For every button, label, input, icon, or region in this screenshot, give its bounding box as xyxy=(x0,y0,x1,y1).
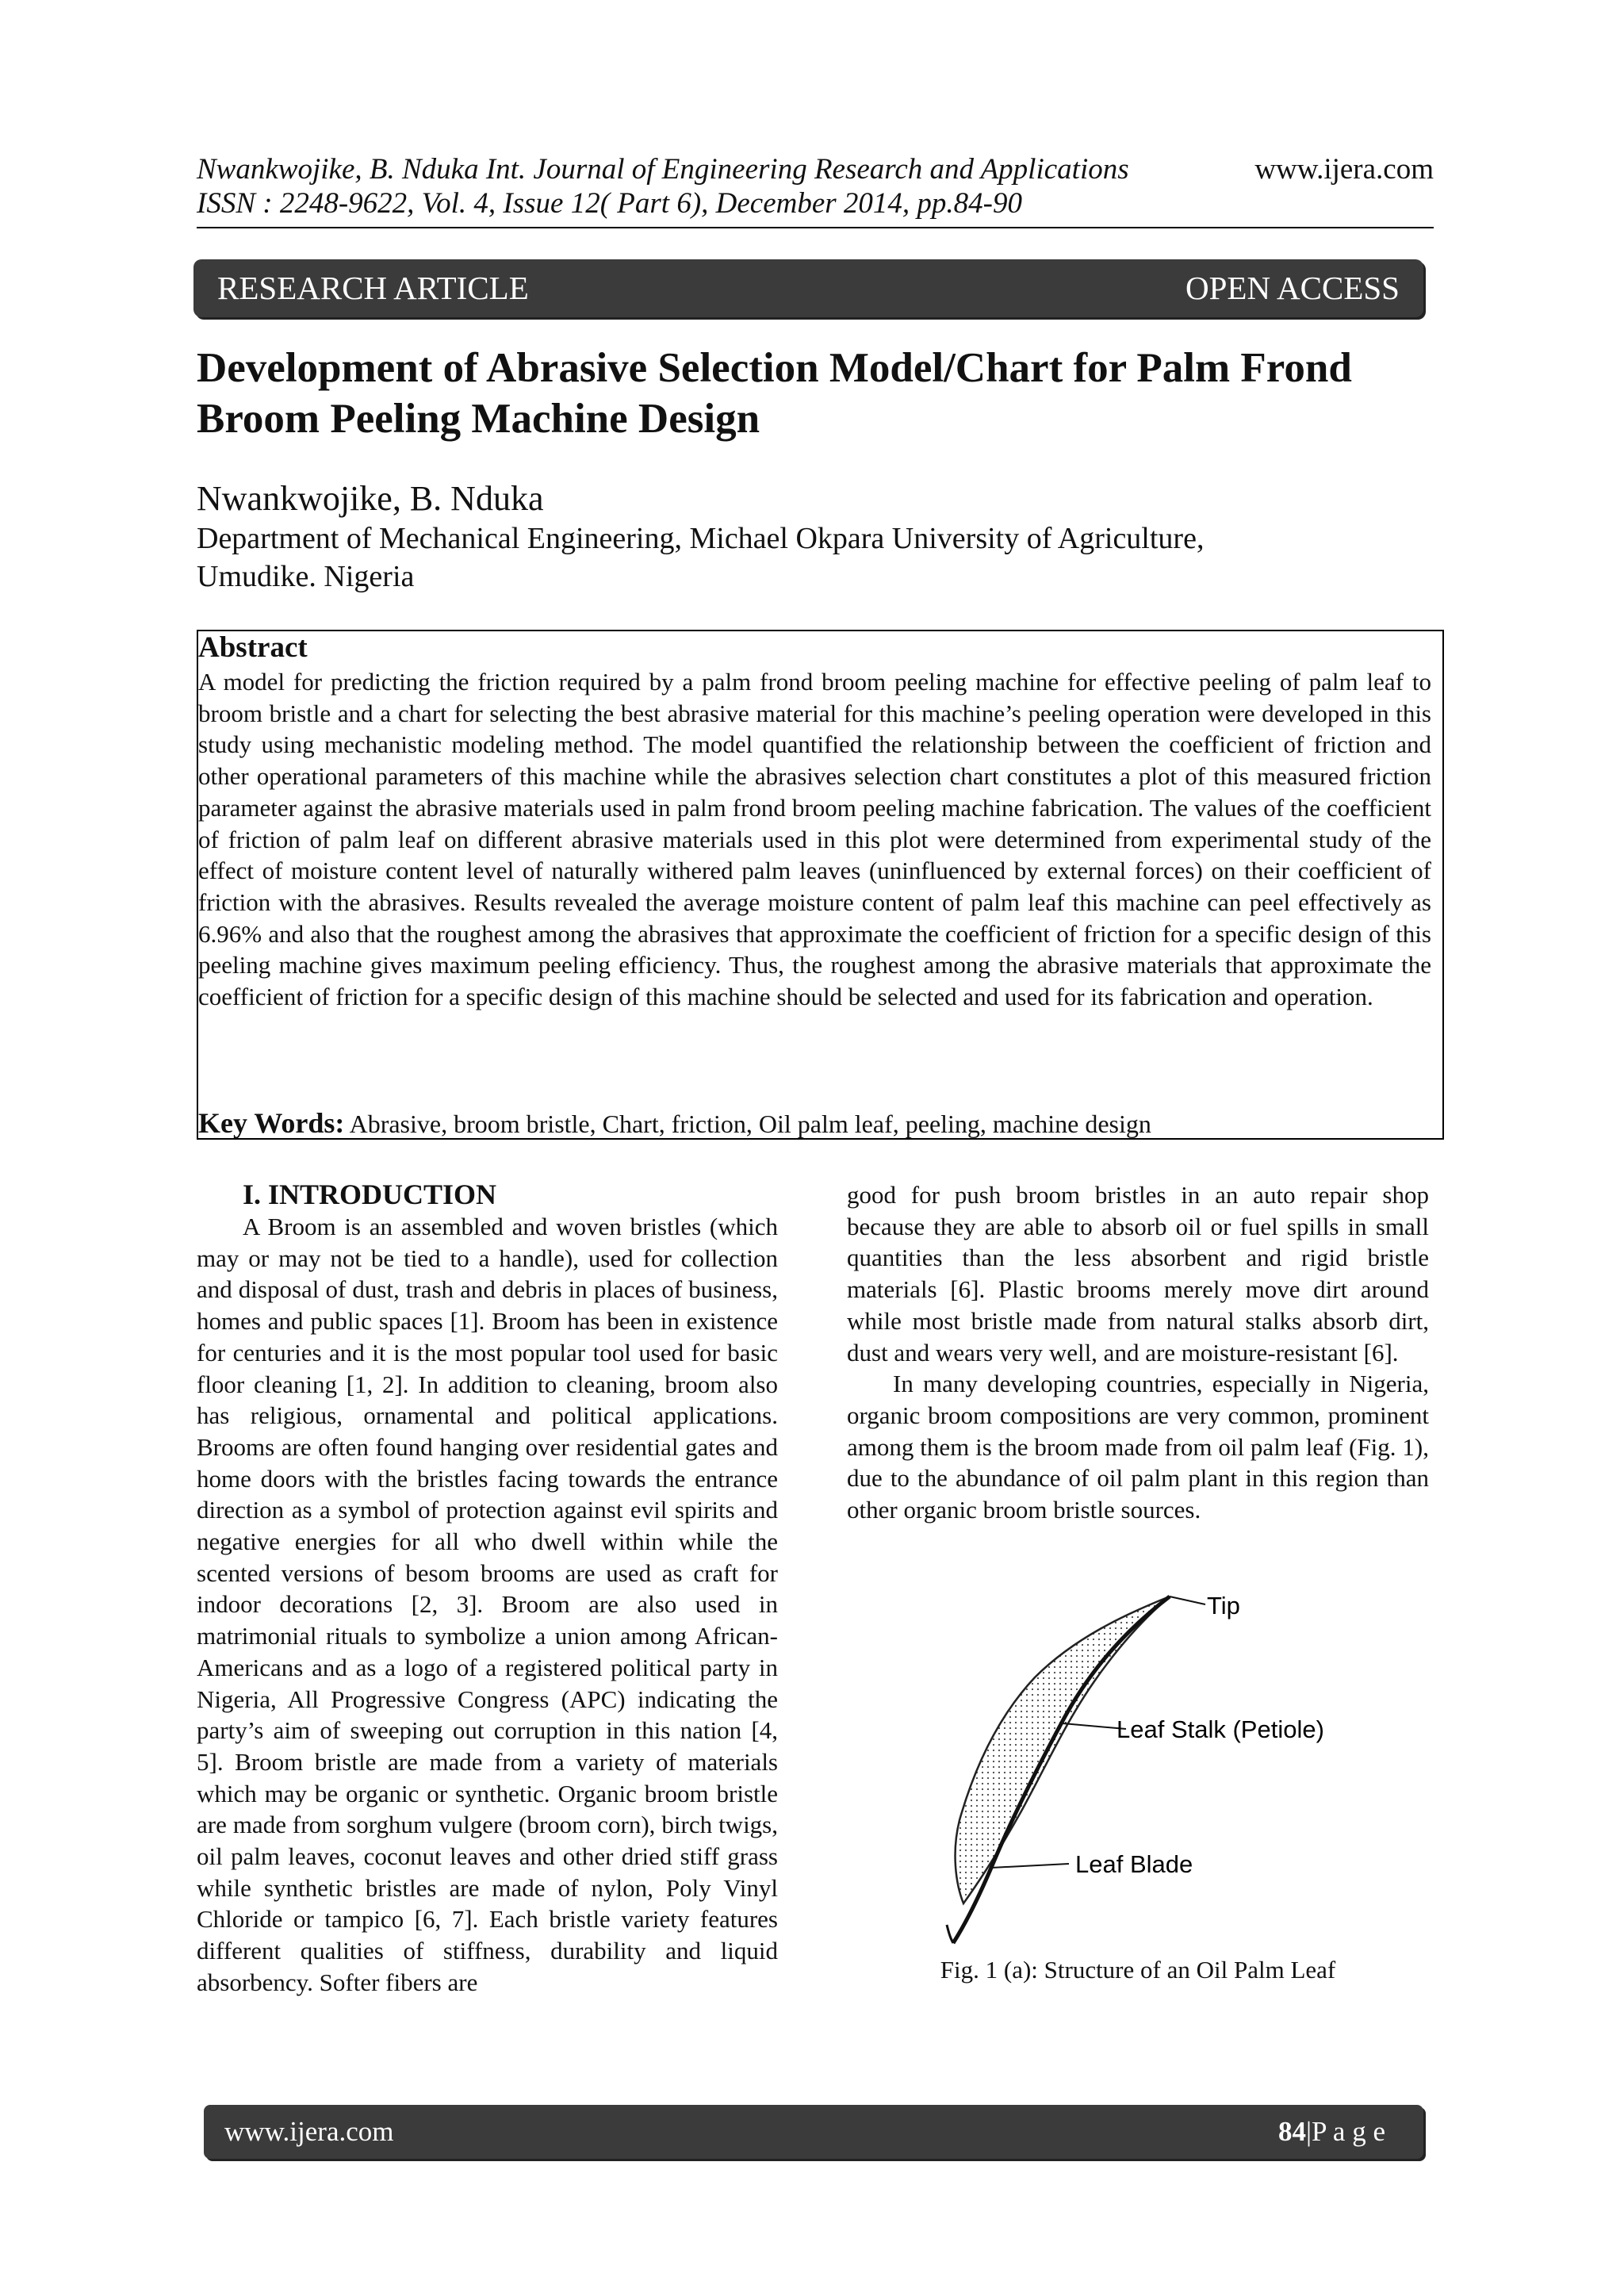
affiliation-line-2: Umudike. Nigeria xyxy=(197,560,415,593)
keywords-list: Abrasive, broom bristle, Chart, friction, Oil palm leaf, peeling, machine design xyxy=(349,1110,1151,1138)
oil-palm-leaf-diagram xyxy=(864,1582,1419,1947)
left-column xyxy=(197,1211,778,1999)
section-heading-introduction: I. INTRODUCTION xyxy=(243,1179,497,1210)
author-name: Nwankwojike, B. Nduka xyxy=(197,479,544,518)
paper-title: Development of Abrasive Selection Model/Chart for Palm Frond Broom Peeling Machine Design xyxy=(197,345,1352,442)
affiliation-line-1: Department of Mechanical Engineering, Michael Okpara University of Agriculture, xyxy=(197,522,1205,555)
page-footer xyxy=(204,2105,1423,2159)
right-column xyxy=(847,1179,1429,1526)
intro-paragraph-2: In many developing countries, especially in Nigeria, organic broom compositions are very common, prominent among them is the broom made from oil palm leaf (Fig. 1), due to the abundance of oil palm plant in this region than other organic broom bristle sources. xyxy=(847,1370,1429,1524)
abstract-heading: Abstract xyxy=(198,631,308,664)
figure-caption: Fig. 1 (a): Structure of an Oil Palm Leaf xyxy=(940,1956,1336,1984)
label-leaf-blade: Leaf Blade xyxy=(1075,1850,1193,1878)
open-access-label: OPEN ACCESS xyxy=(1185,270,1400,306)
keywords xyxy=(198,1106,1431,1140)
header-website-link[interactable]: www.ijera.com xyxy=(1254,153,1434,186)
header-rule xyxy=(197,227,1434,228)
label-tip: Tip xyxy=(1207,1592,1240,1619)
keywords-label: Key Words: xyxy=(198,1107,345,1139)
figure-oil-palm-leaf xyxy=(864,1582,1419,1947)
abstract-text: A model for predicting the friction required by a palm frond broom peeling machine for effective peeling of palm leaf to broom bristle and a chart for selecting the best abrasive material for this machine’s peeling operation were developed in this study using mechanistic modeling method. The model quantified the relationship between the coefficient of friction and other operational parameters of this machine while the abrasives selection chart constitutes a plot of this measured friction parameter against the abrasive materials used in palm frond broom peeling machine fabrication. The values of the coefficient of friction of palm leaf on different abrasive materials used in this plot were determined from experimental study of the effect of moisture content level of naturally withered palm leaves (uninfluenced by external forces) on their coefficient of friction with the abrasives. Results revealed the average moisture content of palm leaf this machine can peel effectively as 6.96% and also that the roughest among the abrasives that approximate the coefficient of friction for a specific design of this peeling machine gives maximum peeling efficiency. Thus, the roughest among the abrasive materials that approximate the coefficient of friction for a specific design of this machine should be selected and used for its fabrication and operation. xyxy=(198,668,1431,1011)
intro-paragraph-1: A Broom is an assembled and woven bristles (which may or may not be tied to a handle), used for collection and disposal of dust, trash and debris in places of business, homes and public spaces [1]. Broom has been in existence for centuries and it is the most popular tool used for basic floor cleaning [1, 2]. In addition to cleaning, broom also has religious, ornamental and political applications. Brooms are often found hanging over residential gates and home doors with the bristles facing towards the entrance direction as a symbol of protection against evil spirits and negative energies for all who dwell within while the scented versions of besom brooms are used as craft for indoor decorations [2, 3]. Broom are also used in matrimonial rituals to symbolize a union among African-Americans and as a logo of a registered political party in Nigeria, All Progressive Congress (APC) indicating the party’s aim of sweeping out corruption in this nation [4, 5]. Broom bristle are made from a variety of materials which may be organic or synthetic. Organic broom bristle are made from sorghum vulgere (broom corn), birch twigs, oil palm leaves, coconut leaves and other dried stiff grass while synthetic bristles are made of nylon, Poly Vinyl Chloride or tampico [6, 7]. Each bristle variety features different qualities of stiffness, durability and liquid absorbency. Softer fibers are xyxy=(197,1213,778,1996)
header-journal-line: Nwankwojike, B. Nduka Int. Journal of Engineering Research and Applications xyxy=(197,153,1129,186)
article-type-banner xyxy=(193,259,1423,317)
research-article-label: RESEARCH ARTICLE xyxy=(217,270,529,306)
page-label: |P a g e xyxy=(1306,2116,1385,2147)
page-number xyxy=(1278,2105,1385,2159)
page-number-value: 84 xyxy=(1278,2116,1306,2147)
intro-paragraph-1-cont: good for push broom bristles in an auto repair shop because they are able to absorb oil or fuel spills in small quantities than the less absorbent and rigid bristle materials [6]. Plastic brooms merely move dirt around while most bristle made from natural stalks absorb dirt, dust and wears very well, and are moisture-resistant [6]. xyxy=(847,1181,1429,1366)
footer-website-link[interactable]: www.ijera.com xyxy=(224,2116,394,2147)
label-leaf-stalk: Leaf Stalk (Petiole) xyxy=(1116,1715,1324,1743)
running-header xyxy=(197,152,1228,220)
author-affiliation xyxy=(197,519,1386,596)
header-issn-line: ISSN : 2248-9622, Vol. 4, Issue 12( Part 6), December 2014, pp.84-90 xyxy=(197,187,1022,220)
